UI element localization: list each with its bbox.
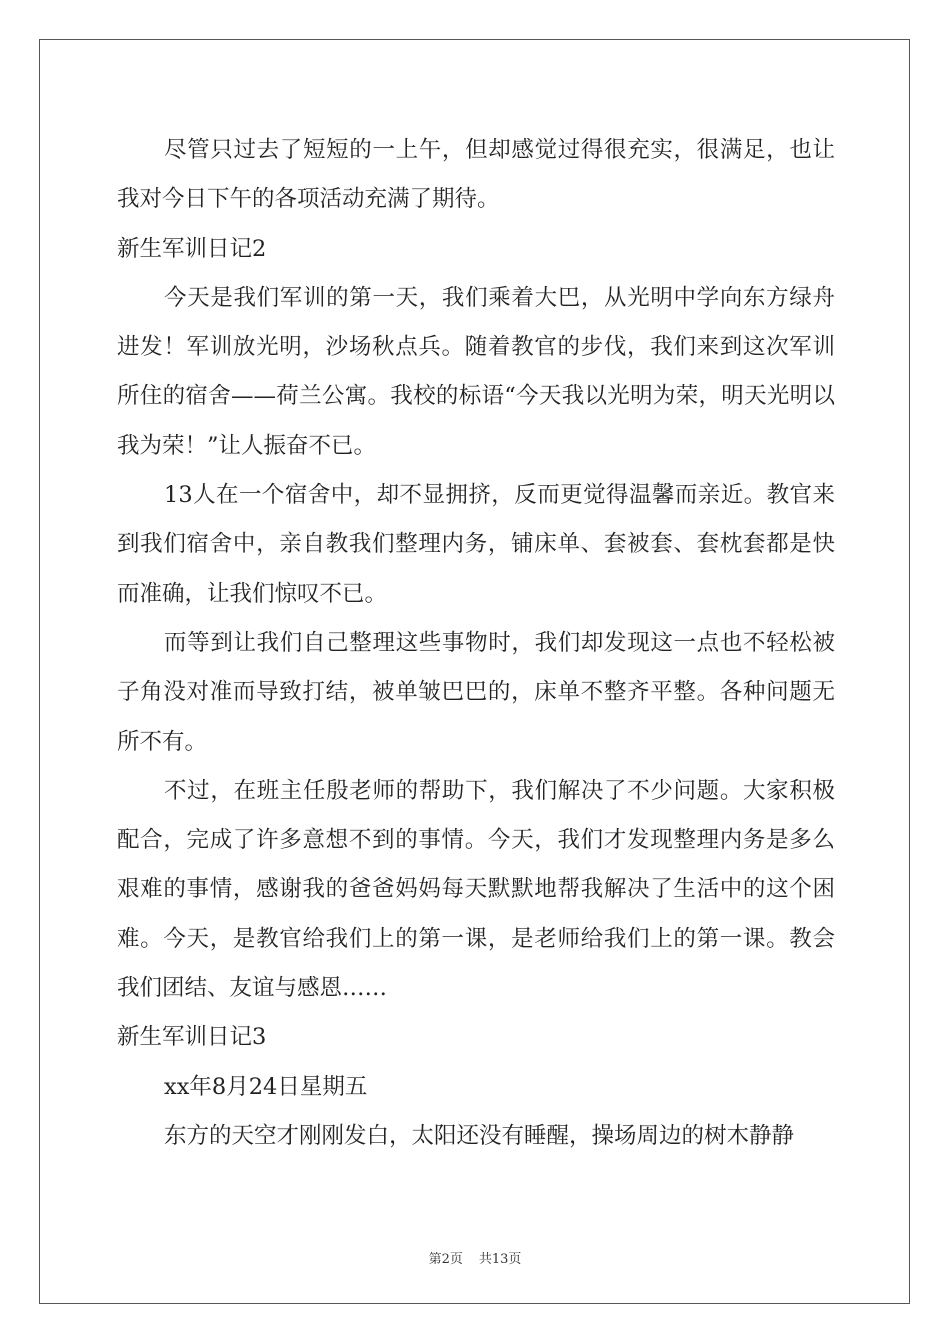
date-line: xx年8月24日星期五 — [164, 1073, 368, 1100]
document-body — [117, 126, 835, 1161]
paragraph: 不过，在班主任殷老师的帮助下，我们解决了不少问题。大家积极配合，完成了许多意想不到的事情。今天，我们才发现整理内务是多么艰难的事情，感谢我的爸爸妈妈每天默默地帮我解决了生活中的这个困难。今天，是教官给我们上的第一课，是老师给我们上的第一课。教会我们团结、友谊与感恩…… — [117, 777, 835, 1002]
paragraph: 尽管只过去了短短的一上午，但却感觉过得很充实，很满足，也让我对今日下午的各项活动充满了期待。 — [117, 137, 835, 213]
paragraph: 今天是我们军训的第一天，我们乘着大巴，从光明中学向东方绿舟进发！军训放光明，沙场秋点兵。随着教官的步伐，我们来到这次军训所住的宿舍——荷兰公寓。我校的标语“今天我以光明为荣，明天光明以我为荣！”让人振奋不已。 — [117, 284, 835, 459]
paragraph: 13人在一个宿舍中，却不显拥挤，反而更觉得温馨而亲近。教官来到我们宿舍中，亲自教我们整理内务，铺床单、套被套、套枕套都是快而准确，让我们惊叹不已。 — [117, 482, 835, 607]
page-number: 第2页 — [428, 1252, 463, 1267]
paragraph: 东方的天空才刚刚发白，太阳还没有睡醒，操场周边的树木静静 — [164, 1122, 795, 1149]
paragraph: 而等到让我们自己整理这些事物时，我们却发现这一点也不轻松被子角没对准而导致打结，被单皱巴巴的，床单不整齐平整。各种问题无所不有。 — [117, 629, 835, 755]
page-footer — [0, 1248, 950, 1267]
page-total: 共13页 — [478, 1252, 522, 1267]
section-heading: 新生军训日记3 — [117, 1024, 267, 1051]
section-heading: 新生军训日记2 — [117, 235, 267, 262]
